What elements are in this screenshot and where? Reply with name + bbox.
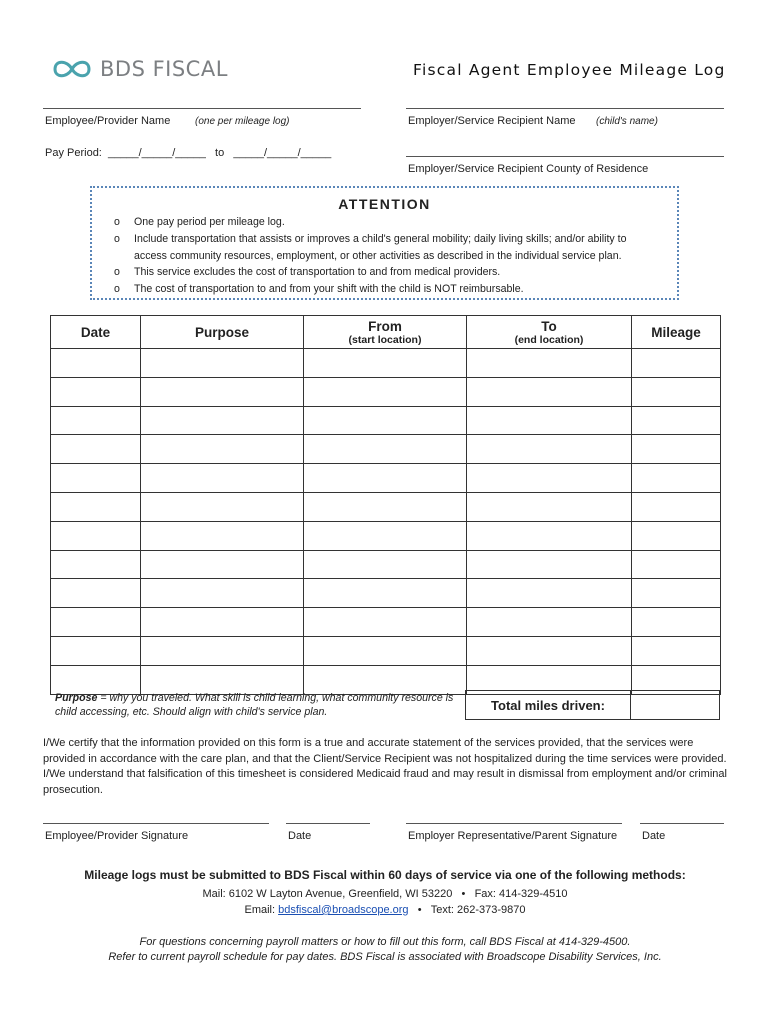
footnote-2: Refer to current payroll schedule for pay dates. BDS Fiscal is associated with Broadscope Disability Services, Inc. [108, 951, 662, 963]
footnote-1: For questions concerning payroll matters or how to fill out this form, call BDS Fiscal at 414-329-4500. [139, 936, 631, 948]
mileage-cell[interactable] [632, 550, 721, 579]
date-cell[interactable] [51, 608, 141, 637]
date2-line[interactable] [640, 823, 724, 824]
mileage-cell[interactable] [632, 464, 721, 493]
table-row [51, 377, 721, 406]
from-cell[interactable] [304, 636, 467, 665]
date-cell[interactable] [51, 464, 141, 493]
purpose-cell[interactable] [141, 349, 304, 378]
logo-text: BDS FISCAL [100, 57, 228, 81]
mileage-cell[interactable] [632, 406, 721, 435]
col-header-to: To (end location) [467, 316, 632, 349]
bds-fiscal-logo [50, 56, 228, 82]
total-miles-label: Total miles driven: [465, 690, 631, 720]
table-row [51, 550, 721, 579]
from-cell[interactable] [304, 579, 467, 608]
date-cell[interactable] [51, 377, 141, 406]
employer-name-line[interactable] [406, 108, 724, 109]
date-cell[interactable] [51, 349, 141, 378]
to-cell[interactable] [467, 464, 632, 493]
from-cell[interactable] [304, 608, 467, 637]
mileage-cell[interactable] [632, 608, 721, 637]
date-cell[interactable] [51, 435, 141, 464]
employee-name-label: Employee/Provider Name [45, 115, 171, 127]
date-cell[interactable] [51, 636, 141, 665]
mileage-table [50, 315, 721, 695]
to-cell[interactable] [467, 406, 632, 435]
col-header-purpose: Purpose [141, 316, 304, 349]
pay-period-field[interactable]: Pay Period: _____/_____/_____ to _____/_____/_____ [45, 147, 332, 159]
contact-line-1: Mail: 6102 W Layton Avenue, Greenfield, WI 53220 • Fax: 414-329-4510 [202, 888, 568, 900]
bullet-icon: o [114, 283, 120, 296]
date-cell[interactable] [51, 492, 141, 521]
mileage-cell[interactable] [632, 377, 721, 406]
table-row [51, 579, 721, 608]
purpose-cell[interactable] [141, 665, 304, 694]
list-item: o One pay period per mileage log. [114, 214, 667, 231]
to-cell[interactable] [467, 608, 632, 637]
purpose-cell[interactable] [141, 435, 304, 464]
employer-name-label: Employer/Service Recipient Name [408, 115, 576, 127]
from-cell[interactable] [304, 349, 467, 378]
employee-signature-label: Employee/Provider Signature [45, 830, 189, 842]
table-row [51, 349, 721, 378]
bullet-icon: o [114, 216, 120, 228]
from-cell[interactable] [304, 492, 467, 521]
col-header-date: Date [51, 316, 141, 349]
bullet-icon: o [114, 232, 120, 245]
total-miles-input[interactable] [630, 690, 720, 720]
purpose-cell[interactable] [141, 377, 304, 406]
purpose-cell[interactable] [141, 464, 304, 493]
from-cell[interactable] [304, 406, 467, 435]
certification-text: I/We certify that the information provided on this form is a true and accurate statement of the services provided, that the services were provided in accordance with the care plan, and that the Client/Service Recipient was not hospitalized during the time services were provided. I/We understand that falsification of this timesheet is considered Medicaid fraud and may result in dismissal from employment and/or criminal prosecution. [43, 737, 727, 796]
mileage-cell[interactable] [632, 492, 721, 521]
contact-line-2: Email: bdsfiscal@broadscope.org • Text: 262-373-9870 [244, 904, 526, 916]
date1-label: Date [288, 830, 312, 842]
from-cell[interactable] [304, 464, 467, 493]
bullet-icon: o [114, 266, 120, 279]
email-link[interactable]: bdsfiscal@broadscope.org [278, 904, 409, 916]
col-header-from: From (start location) [304, 316, 467, 349]
purpose-cell[interactable] [141, 636, 304, 665]
table-row [51, 521, 721, 550]
employee-name-note: (one per mileage log) [195, 116, 290, 127]
purpose-cell[interactable] [141, 406, 304, 435]
purpose-note: Purpose = why you traveled. What skill is child learning, what community resource is child accessing, etc. Should align with child's service plan. [55, 692, 454, 718]
to-cell[interactable] [467, 636, 632, 665]
from-cell[interactable] [304, 521, 467, 550]
attention-title: ATTENTION [338, 196, 431, 212]
date-cell[interactable] [51, 579, 141, 608]
to-cell[interactable] [467, 435, 632, 464]
table-row [51, 464, 721, 493]
purpose-cell[interactable] [141, 608, 304, 637]
mileage-cell[interactable] [632, 349, 721, 378]
mileage-cell[interactable] [632, 579, 721, 608]
from-cell[interactable] [304, 435, 467, 464]
table-header-row [51, 316, 721, 349]
col-header-mileage: Mileage [632, 316, 721, 349]
from-cell[interactable] [304, 665, 467, 694]
purpose-cell[interactable] [141, 492, 304, 521]
attention-box [90, 186, 679, 300]
to-cell[interactable] [467, 550, 632, 579]
list-item: o The cost of transportation to and from your shift with the child is NOT reimbursable. [114, 281, 667, 298]
to-cell[interactable] [467, 579, 632, 608]
employer-signature-label: Employer Representative/Parent Signature [408, 830, 618, 842]
from-cell[interactable] [304, 377, 467, 406]
mileage-cell[interactable] [632, 435, 721, 464]
infinity-logo-icon [50, 57, 94, 81]
county-line[interactable] [406, 156, 724, 157]
date2-label: Date [642, 830, 666, 842]
list-item: access community resources, employment, or other activities as described in the individual service plan. [134, 249, 622, 262]
date-cell[interactable] [51, 665, 141, 694]
purpose-cell[interactable] [141, 521, 304, 550]
table-row [51, 636, 721, 665]
attention-list [114, 214, 667, 298]
purpose-cell[interactable] [141, 550, 304, 579]
table-row [51, 608, 721, 637]
date-cell[interactable] [51, 550, 141, 579]
employee-signature-line[interactable] [43, 823, 269, 824]
list-item: o Include transportation that assists or improves a child's general mobility; daily living skills; and/or ability to [114, 231, 667, 248]
list-item: o This service excludes the cost of transportation to and from medical providers. [114, 264, 667, 281]
mileage-cell[interactable] [632, 636, 721, 665]
county-label: Employer/Service Recipient County of Residence [408, 163, 649, 175]
table-row [51, 406, 721, 435]
from-cell[interactable] [304, 550, 467, 579]
employer-signature-line[interactable] [406, 823, 622, 824]
purpose-cell[interactable] [141, 579, 304, 608]
page-title: Fiscal Agent Employee Mileage Log [413, 61, 726, 79]
date-cell[interactable] [51, 521, 141, 550]
mileage-cell[interactable] [632, 521, 721, 550]
to-cell[interactable] [467, 377, 632, 406]
date1-line[interactable] [286, 823, 370, 824]
to-cell[interactable] [467, 349, 632, 378]
submit-heading: Mileage logs must be submitted to BDS Fiscal within 60 days of service via one of the following methods: [84, 868, 686, 882]
date-cell[interactable] [51, 406, 141, 435]
employee-name-line[interactable] [43, 108, 361, 109]
to-cell[interactable] [467, 492, 632, 521]
table-row [51, 492, 721, 521]
table-row [51, 435, 721, 464]
employer-name-note: (child's name) [596, 116, 658, 127]
to-cell[interactable] [467, 521, 632, 550]
